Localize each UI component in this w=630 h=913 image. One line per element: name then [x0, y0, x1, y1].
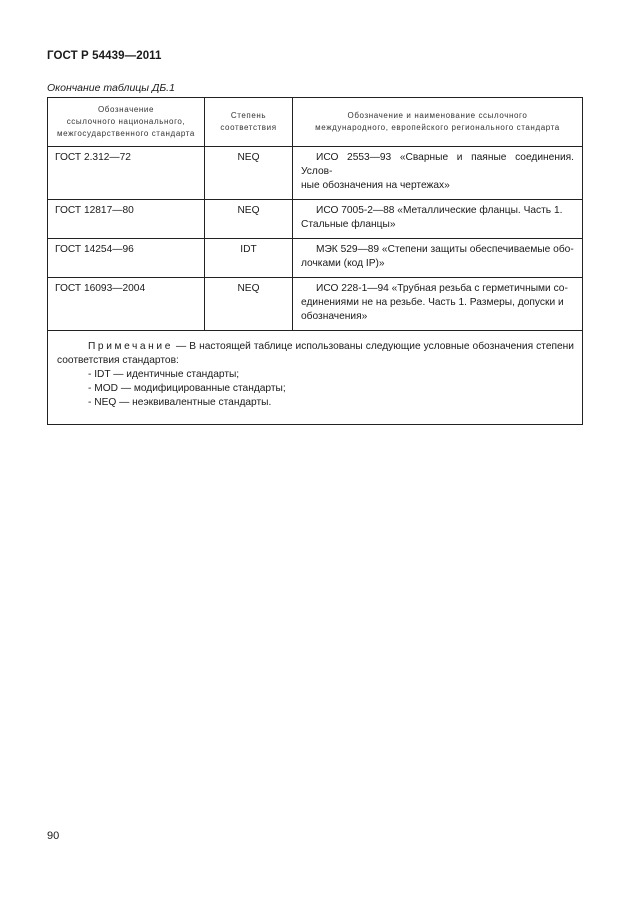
table-row [48, 147, 583, 200]
table-row [48, 239, 583, 278]
table-caption: Окончание таблицы ДБ.1 [47, 82, 175, 94]
note-item: - IDT — идентичные стандарты; [88, 369, 240, 380]
national-standard-cell: ГОСТ 16093—2004 [48, 278, 205, 331]
note-text: — В настоящей таблице использованы следующие условные обозначения степени соответствия стандартов: [57, 341, 574, 366]
column-header-international-standard: Обозначение и наименование ссылочного международного, европейского регионального стандарта [293, 98, 583, 147]
reference-standard-cell: МЭК 529—89 «Степени защиты обеспечиваемые обо- лочками (код IP)» [293, 239, 583, 278]
degree-cell: NEQ [205, 278, 293, 331]
national-standard-cell: ГОСТ 12817—80 [48, 200, 205, 239]
document-id: ГОСТ Р 54439—2011 [47, 50, 162, 62]
table-note [48, 331, 583, 425]
note-item: - NEQ — неэквивалентные стандарты. [88, 397, 272, 408]
page-number: 90 [47, 830, 60, 842]
note-row [48, 331, 583, 425]
table-header-row [48, 98, 583, 147]
reference-standard-cell: ИСО 228-1—94 «Трубная резьба с герметичными со- единениями не на резьбе. Часть 1. Размеры, допуски и обозначения» [293, 278, 583, 331]
standards-table [47, 97, 583, 425]
table-row [48, 278, 583, 331]
degree-cell: NEQ [205, 147, 293, 200]
reference-standard-cell: ИСО 2553—93 «Сварные и паяные соединения. Услов- ные обозначения на чертежах» [293, 147, 583, 200]
degree-cell: IDT [205, 239, 293, 278]
note-item: - MOD — модифицированные стандарты; [88, 383, 286, 394]
table-row [48, 200, 583, 239]
column-header-degree: Степень соответствия [205, 98, 293, 147]
national-standard-cell: ГОСТ 2.312—72 [48, 147, 205, 200]
national-standard-cell: ГОСТ 14254—96 [48, 239, 205, 278]
reference-standard-cell: ИСО 7005-2—88 «Металлические фланцы. Часть 1. Стальные фланцы» [293, 200, 583, 239]
degree-cell: NEQ [205, 200, 293, 239]
note-label: Примечание [88, 341, 173, 352]
column-header-national-standard: Обозначение ссылочного национального, межгосударственного стандарта [48, 98, 205, 147]
